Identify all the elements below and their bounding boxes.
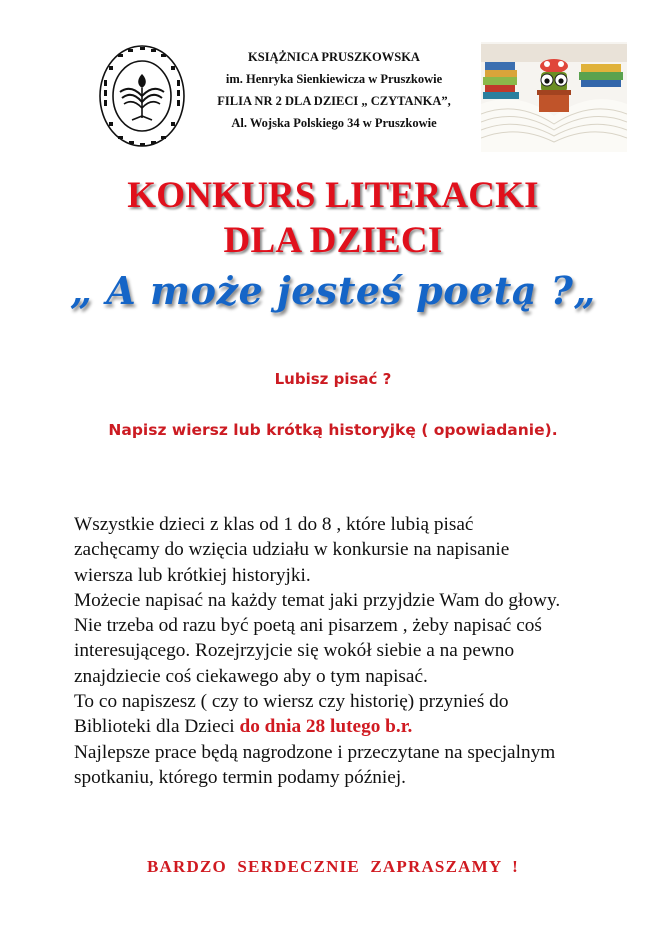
instruction-write-poem: Napisz wiersz lub krótką historyjkę ( opowiadanie). [108, 421, 558, 439]
deadline-date: do dnia 28 lutego b.r. [239, 716, 413, 738]
deadline-line [74, 714, 634, 739]
header-line-2: im. Henryka Sienkiewicza w Pruszkowie [225, 72, 443, 86]
contest-title-line-2: DLA DZIECI [223, 220, 443, 261]
body-line: spotkaniu, którego termin podamy później. [74, 766, 406, 788]
header-line-1: KSIĄŻNICA PRUSZKOWSKA [248, 50, 420, 64]
body-line: wiersza lub krótkiej historyjki. [74, 564, 311, 586]
library-seal-icon [96, 40, 188, 152]
body-line: Wszystkie dzieci z klas od 1 do 8 , które lubią pisać [74, 514, 474, 535]
body-line: Najlepsze prace będą nagrodzone i przeczytane na specjalnym [74, 741, 556, 763]
body-line: znajdziecie coś ciekawego aby o tym napisać. [74, 665, 428, 687]
question-like-writing: Lubisz pisać ? [274, 370, 392, 388]
contest-subtitle: „ A może jesteś poetą ?„ [70, 268, 596, 313]
body-line: Nie trzeba od razu być poetą ani pisarzem , żeby napisać coś [74, 615, 542, 637]
contest-description [74, 512, 634, 790]
invitation-text: BARDZO SERDECZNIE ZAPRASZAMY ! [147, 857, 519, 876]
deadline-prefix: Biblioteki dla Dzieci [74, 716, 240, 738]
body-line: To co napiszesz ( czy to wiersz czy historię) przynieś do [74, 691, 509, 713]
library-header [200, 46, 468, 134]
header-line-3: FILIA NR 2 DLA DZIECI „ CZYTANKA”, [217, 94, 451, 108]
body-line: interesującego. Rozejrzyjcie się wokół siebie a na pewno [74, 640, 515, 662]
books-with-toy-photo [481, 42, 627, 152]
body-line: Możecie napisać na każdy temat jaki przyjdzie Wam do głowy. [74, 589, 561, 611]
contest-title-line-1: KONKURS LITERACKI [127, 175, 539, 216]
body-line: zachęcamy do wzięcia udziału w konkursie na napisanie [74, 539, 510, 561]
header-line-4: Al. Wojska Polskiego 34 w Pruszkowie [231, 116, 437, 130]
